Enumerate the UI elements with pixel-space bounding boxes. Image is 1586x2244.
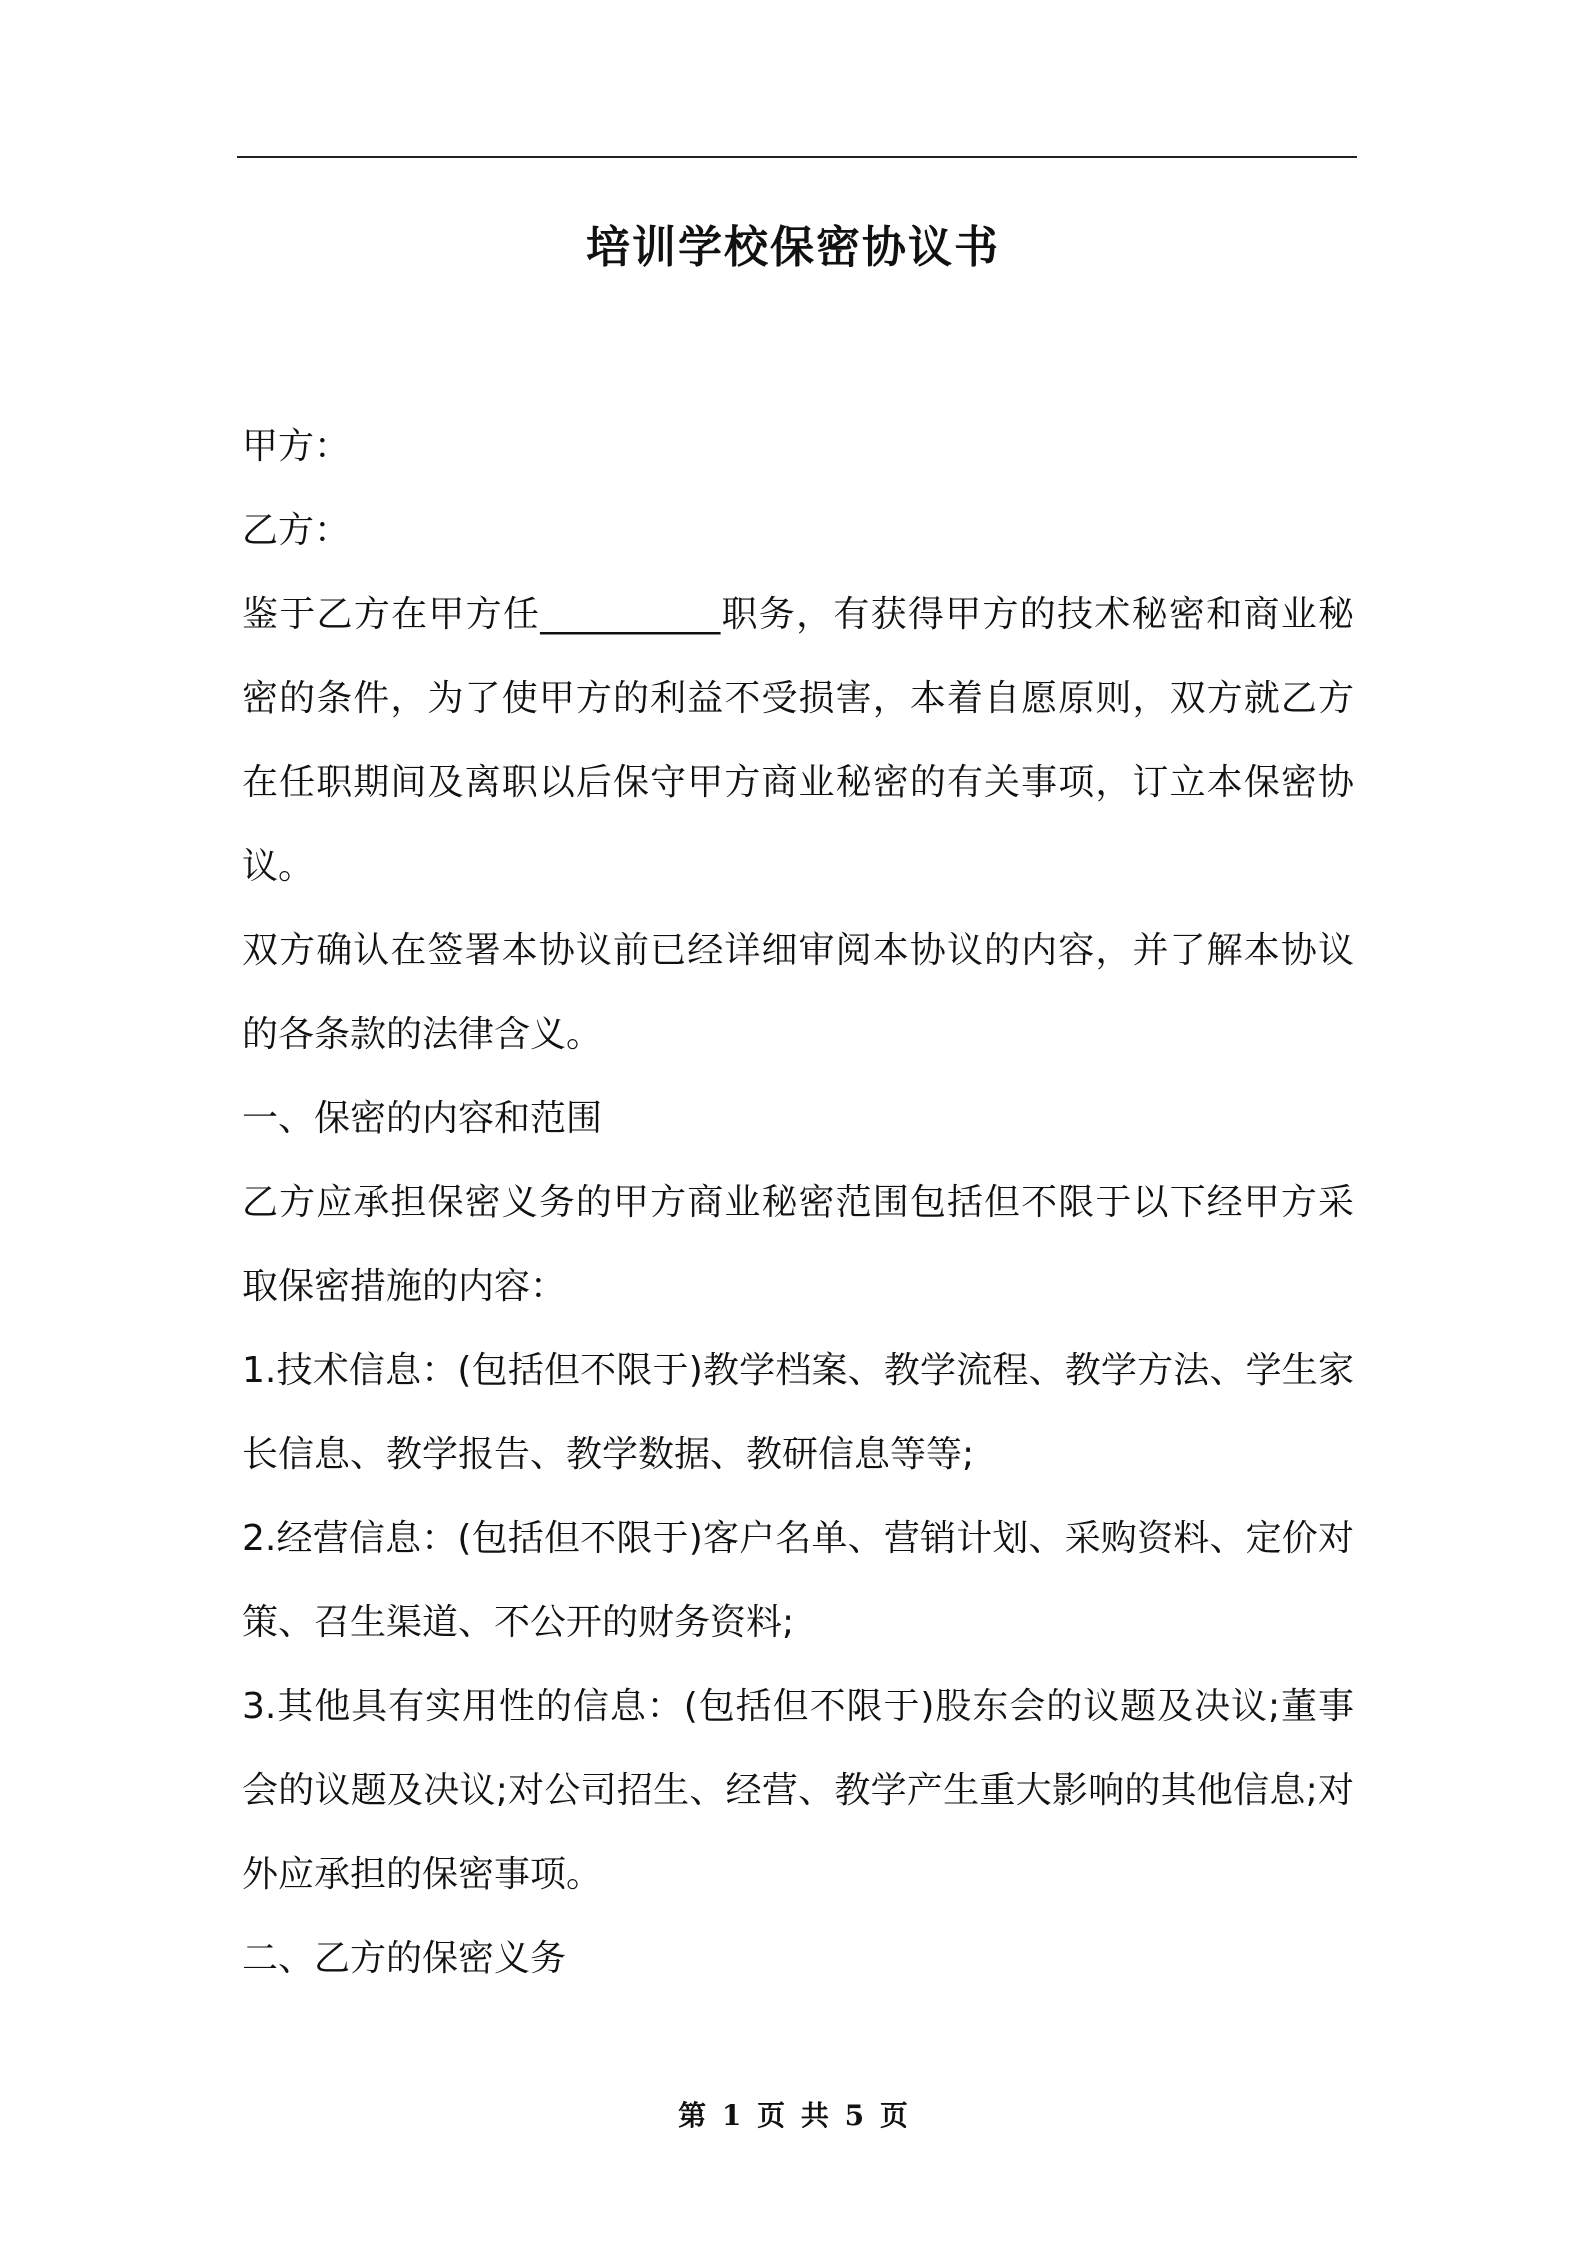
document-title: 培训学校保密协议书	[586, 222, 1000, 273]
scope-paragraph: 乙方应承担保密义务的甲方商业秘密范围包括但不限于以下经甲方采取保密措施的内容：	[242, 1182, 1354, 1307]
clause-technical-info: 1.技术信息：(包括但不限于)教学档案、教学流程、教学方法、学生家长信息、教学报告、教学数据、教研信息等等;	[242, 1350, 1354, 1475]
confirmation-paragraph: 双方确认在签署本协议前已经详细审阅本协议的内容，并了解本协议的各条款的法律含义。	[242, 930, 1354, 1055]
document-body	[242, 405, 1354, 2001]
section-heading-1: 一、保密的内容和范围	[242, 1098, 603, 1139]
party-b-line: 乙方：	[242, 510, 351, 551]
header-rule	[237, 156, 1357, 158]
clause-business-info: 2.经营信息：(包括但不限于)客户名单、营销计划、采购资料、定价对策、召生渠道、不公开的财务资料;	[242, 1518, 1354, 1643]
preamble-paragraph: 鉴于乙方在甲方任__________职务，有获得甲方的技术秘密和商业秘密的条件，为了使甲方的利益不受损害，本着自愿原则，双方就乙方在任职期间及离职以后保守甲方商业秘密的有关事项，订立本保密协议。	[242, 594, 1354, 887]
section-heading-2: 二、乙方的保密义务	[242, 1938, 567, 1979]
clause-other-info: 3.其他具有实用性的信息：(包括但不限于)股东会的议题及决议;董事会的议题及决议;对公司招生、经营、教学产生重大影响的其他信息;对外应承担的保密事项。	[242, 1686, 1354, 1895]
page-number: 第 1 页 共 5 页	[678, 2099, 908, 2132]
party-a-line: 甲方：	[242, 426, 351, 467]
